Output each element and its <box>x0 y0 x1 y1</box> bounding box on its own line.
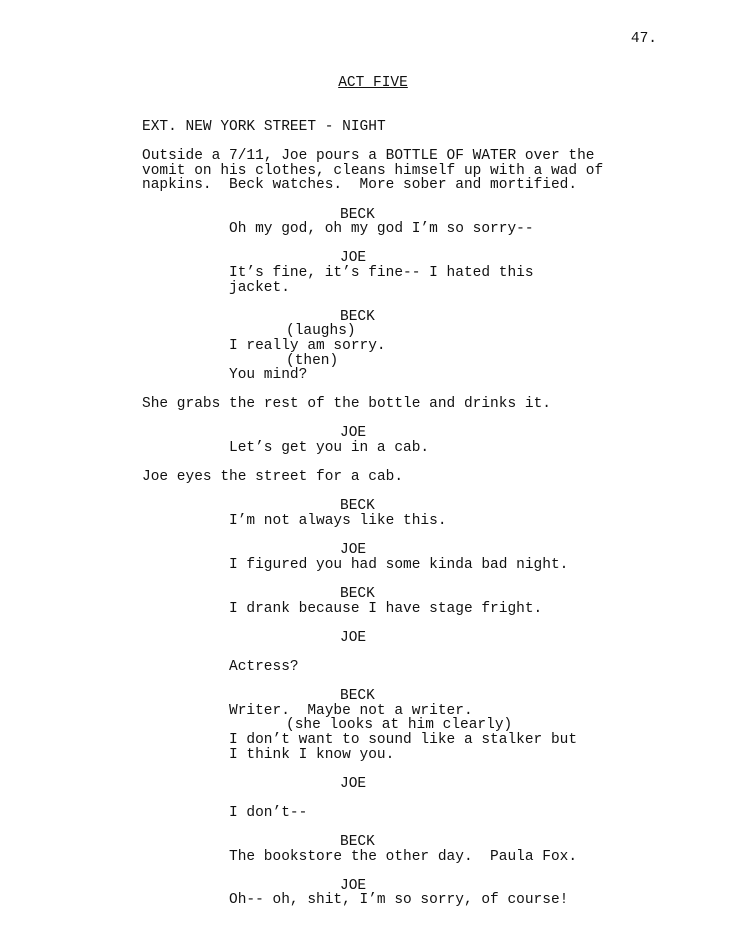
action-line: Outside a 7/11, Joe pours a BOTTLE OF WATER over the <box>142 148 595 165</box>
dialogue-line: I think I know you. <box>229 746 395 763</box>
character-name: BECK <box>340 498 375 515</box>
character-name: BECK <box>340 586 375 602</box>
character-name: JOE <box>340 425 367 442</box>
dialogue-line: Writer. Maybe not a writer. <box>229 702 473 719</box>
dialogue-block <box>142 310 612 383</box>
dialogue-line: I really am sorry. <box>229 337 386 354</box>
dialogue-block <box>142 208 612 237</box>
dialogue-block <box>142 631 612 675</box>
dialogue-block <box>142 499 612 528</box>
dialogue-line: Oh-- oh, shit, I’m so sorry, of course! <box>229 892 569 909</box>
action-line: Joe eyes the street for a cab. <box>142 469 404 486</box>
action-block <box>142 149 612 193</box>
character-name: JOE <box>340 629 367 646</box>
scene-heading <box>142 120 612 135</box>
dialogue-block <box>142 777 612 821</box>
action-line: napkins. Beck watches. More sober and mortified. <box>142 177 578 194</box>
dialogue-line: Oh my god, oh my god I’m so sorry-- <box>229 221 534 238</box>
dialogue-block <box>142 251 612 295</box>
dialogue-line: jacket. <box>229 279 290 296</box>
character-name: BECK <box>340 206 375 223</box>
action-line: vomit on his clothes, cleans himself up with a wad of <box>142 162 604 179</box>
dialogue-line: The bookstore the other day. Paula Fox. <box>229 848 578 865</box>
character-name: JOE <box>340 877 367 894</box>
dialogue-block <box>142 587 612 616</box>
action-line: She grabs the rest of the bottle and drinks it. <box>142 396 551 413</box>
dialogue-block <box>142 835 612 864</box>
dialogue-line: It’s fine, it’s fine-- I hated this <box>229 264 534 281</box>
dialogue-block <box>142 426 612 455</box>
action-block <box>142 397 612 412</box>
dialogue-line: I’m not always like this. <box>229 513 447 530</box>
dialogue-line: I don’t want to sound like a stalker but <box>229 731 578 748</box>
script-body <box>142 120 612 923</box>
dialogue-line: Let’s get you in a cab. <box>229 440 430 457</box>
dialogue-block <box>142 543 612 572</box>
dialogue-line: I drank because I have stage fright. <box>229 600 543 617</box>
scene-heading-line: EXT. NEW YORK STREET - NIGHT <box>142 119 386 135</box>
dialogue-line: You mind? <box>229 367 308 384</box>
character-name: BECK <box>340 308 375 325</box>
dialogue-block <box>142 689 612 762</box>
dialogue-line: I figured you had some kinda bad night. <box>229 556 569 573</box>
character-name: BECK <box>340 688 375 705</box>
character-name: JOE <box>340 250 367 267</box>
act-title: ACT FIVE <box>338 75 408 91</box>
dialogue-line: Actress? <box>229 658 299 675</box>
character-name: JOE <box>340 542 367 559</box>
action-block <box>142 470 612 485</box>
dialogue-line: I don’t-- <box>229 804 308 821</box>
character-name: BECK <box>340 834 375 851</box>
dialogue-line <box>229 645 612 660</box>
parenthetical: (then) <box>286 352 339 369</box>
parenthetical: (she looks at him clearly) <box>286 717 513 734</box>
parenthetical: (laughs) <box>286 323 356 340</box>
character-name: JOE <box>340 775 367 792</box>
dialogue-block <box>142 879 612 908</box>
page-number: 47. <box>630 31 657 47</box>
dialogue-line <box>229 791 612 806</box>
